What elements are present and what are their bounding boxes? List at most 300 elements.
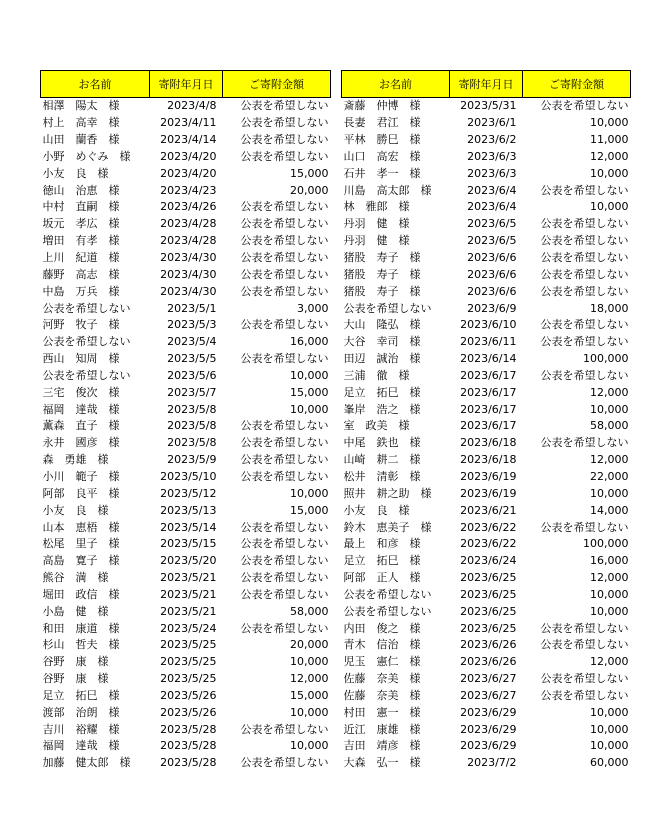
donor-name-cell: 中尾 鉄也 様	[343, 436, 421, 450]
donor-name-cell: 西山 知周 様	[42, 352, 120, 366]
donation-amount-cell: 10,000	[290, 486, 329, 500]
donation-date-cell: 2023/7/2	[467, 756, 517, 770]
donation-date-cell: 2023/6/5	[467, 217, 517, 231]
donation-amount-cell: 10,000	[590, 722, 629, 736]
table-row	[342, 637, 631, 654]
donation-amount-cell: 公表を希望しない	[540, 688, 629, 702]
table-row	[41, 266, 331, 283]
donor-name-cell: 大谷 幸司 様	[343, 335, 421, 349]
table-row	[41, 182, 331, 199]
donation-date-cell: 2023/4/30	[160, 284, 217, 298]
table-row	[342, 334, 631, 351]
donor-name-cell: 中島 万兵 様	[42, 284, 120, 298]
donor-name-cell: 丹羽 健 様	[343, 234, 410, 248]
donation-date-cell: 2023/5/26	[160, 688, 217, 702]
donation-amount-cell: 公表を希望しない	[540, 335, 629, 349]
donor-name-cell: 渡部 治朗 様	[42, 705, 120, 719]
donation-amount-cell: 15,000	[290, 688, 329, 702]
table-row	[41, 452, 331, 469]
donor-name-cell: 小友 良 様	[42, 166, 109, 180]
donation-amount-cell: 公表を希望しない	[540, 638, 629, 652]
donation-amount-cell: 10,000	[590, 705, 629, 719]
donation-date-cell: 2023/5/15	[160, 537, 217, 551]
table-row	[342, 485, 631, 502]
table-row	[342, 519, 631, 536]
donor-name-cell: 佐藤 奈美 様	[343, 688, 421, 702]
donation-date-cell: 2023/4/14	[160, 133, 217, 147]
donation-amount-cell: 14,000	[590, 503, 629, 517]
donation-amount-cell: 100,000	[583, 352, 629, 366]
donor-name-cell: 山口 高宏 様	[343, 149, 421, 163]
donation-date-cell: 2023/5/14	[160, 520, 217, 534]
donation-date-cell: 2023/6/26	[460, 655, 517, 669]
donation-amount-cell: 公表を希望しない	[540, 520, 629, 534]
table-row	[342, 536, 631, 553]
donor-name-cell: 高島 寛子 様	[42, 554, 120, 568]
donor-name-cell: 近江 康雄 様	[343, 722, 421, 736]
donor-name-cell: 小島 健 様	[42, 604, 109, 618]
donation-amount-cell: 16,000	[290, 335, 329, 349]
donation-date-cell: 2023/6/21	[460, 503, 517, 517]
donation-amount-cell: 公表を希望しない	[240, 318, 329, 332]
donor-name-cell: 猪股 寿子 様	[343, 251, 421, 265]
table-row	[41, 317, 331, 334]
donation-amount-cell: 公表を希望しない	[240, 217, 329, 231]
table-row	[342, 721, 631, 738]
table-row	[342, 250, 631, 267]
table-row	[342, 502, 631, 519]
donor-name-cell: 公表を希望しない	[42, 368, 131, 382]
donation-date-cell: 2023/4/30	[160, 251, 217, 265]
table-row	[342, 401, 631, 418]
donor-name-cell: 小友 良 様	[343, 503, 410, 517]
donation-amount-cell: 11,000	[590, 133, 629, 147]
table-row	[41, 199, 331, 216]
donor-name-cell: 福岡 達哉 様	[42, 402, 120, 416]
table-row	[41, 738, 331, 755]
donation-date-cell: 2023/4/11	[160, 116, 217, 130]
donor-name-cell: 青木 信治 様	[343, 638, 421, 652]
donation-amount-cell: 15,000	[290, 503, 329, 517]
donation-amount-cell: 公表を希望しない	[240, 284, 329, 298]
donation-date-cell: 2023/6/25	[460, 571, 517, 585]
table-row	[41, 250, 331, 267]
donor-name-cell: 児玉 憲仁 様	[343, 655, 421, 669]
donor-name-cell: 斎藤 仲博 様	[343, 99, 421, 113]
table-row	[342, 233, 631, 250]
table-row	[41, 435, 331, 452]
donor-name-cell: 鈴木 恵美子 様	[343, 520, 432, 534]
donation-date-cell: 2023/6/22	[460, 537, 517, 551]
donor-name-cell: 足立 拓巳 様	[42, 688, 120, 702]
donation-date-cell: 2023/6/2	[467, 133, 517, 147]
donation-date-cell: 2023/6/18	[460, 436, 517, 450]
table-row	[41, 233, 331, 250]
donation-date-cell: 2023/5/8	[167, 419, 217, 433]
donation-date-cell: 2023/5/25	[160, 672, 217, 686]
donation-amount-cell: 公表を希望しない	[240, 537, 329, 551]
table-row	[342, 132, 631, 149]
donation-amount-cell: 10,000	[290, 402, 329, 416]
table-row	[41, 334, 331, 351]
donation-date-cell: 2023/6/4	[467, 183, 517, 197]
donation-date-cell: 2023/5/8	[167, 402, 217, 416]
donor-name-cell: 平林 勝巳 様	[343, 133, 421, 147]
donation-amount-cell: 公表を希望しない	[540, 621, 629, 635]
donation-date-cell: 2023/5/6	[167, 368, 217, 382]
donation-amount-cell: 12,000	[590, 149, 629, 163]
donation-date-cell: 2023/6/25	[460, 604, 517, 618]
donation-amount-cell: 20,000	[290, 183, 329, 197]
donation-date-cell: 2023/6/17	[460, 419, 517, 433]
donor-name-cell: 河野 牧子 様	[42, 318, 120, 332]
donation-amount-cell: 12,000	[590, 571, 629, 585]
donor-name-cell: 公表を希望しない	[343, 604, 432, 618]
donation-amount-cell: 公表を希望しない	[240, 419, 329, 433]
table-row	[342, 182, 631, 199]
donation-amount-cell: 60,000	[590, 756, 629, 770]
donation-amount-cell: 10,000	[590, 166, 629, 180]
table-row	[41, 98, 331, 115]
table-row	[342, 755, 631, 772]
donation-date-cell: 2023/5/21	[160, 587, 217, 601]
donation-amount-cell: 公表を希望しない	[240, 149, 329, 163]
donation-amount-cell: 公表を希望しない	[240, 99, 329, 113]
donation-amount-cell: 公表を希望しない	[240, 251, 329, 265]
donation-amount-cell: 10,000	[290, 739, 329, 753]
table-row	[342, 384, 631, 401]
header-amount: ご寄附金額	[523, 71, 631, 98]
table-row	[41, 536, 331, 553]
donation-date-cell: 2023/6/27	[460, 672, 517, 686]
table-row	[41, 603, 331, 620]
donor-name-cell: 小友 良 様	[42, 503, 109, 517]
table-row	[342, 199, 631, 216]
table-row	[41, 755, 331, 772]
donation-amount-cell: 公表を希望しない	[540, 217, 629, 231]
header-name: お名前	[41, 71, 150, 98]
donor-name-cell: 中村 直嗣 様	[42, 200, 120, 214]
donation-amount-cell: 12,000	[590, 655, 629, 669]
donation-date-cell: 2023/6/11	[460, 335, 517, 349]
donation-amount-cell: 公表を希望しない	[540, 251, 629, 265]
donor-name-cell: 谷野 康 様	[42, 672, 109, 686]
donation-date-cell: 2023/5/28	[160, 722, 217, 736]
table-row	[41, 620, 331, 637]
donation-date-cell: 2023/4/28	[160, 234, 217, 248]
donation-date-cell: 2023/5/28	[160, 756, 217, 770]
table-row	[41, 637, 331, 654]
donation-date-cell: 2023/5/9	[167, 453, 217, 467]
donor-name-cell: 大山 隆弘 様	[343, 318, 421, 332]
donation-amount-cell: 10,000	[290, 705, 329, 719]
table-row	[342, 469, 631, 486]
donor-rows-right	[342, 98, 631, 772]
donor-name-cell: 林 雅郎 様	[343, 200, 410, 214]
donation-amount-cell: 公表を希望しない	[240, 453, 329, 467]
header-date: 寄附年月日	[150, 71, 223, 98]
table-row	[41, 688, 331, 705]
donation-amount-cell: 公表を希望しない	[240, 267, 329, 281]
header-row	[41, 71, 331, 98]
donation-date-cell: 2023/6/29	[460, 739, 517, 753]
donor-name-cell: 猪股 寿子 様	[343, 284, 421, 298]
table-row	[41, 502, 331, 519]
donation-date-cell: 2023/4/8	[167, 99, 217, 113]
donation-date-cell: 2023/6/27	[460, 688, 517, 702]
donor-name-cell: 加藤 健太郎 様	[42, 756, 131, 770]
donation-amount-cell: 公表を希望しない	[540, 234, 629, 248]
table-row	[41, 570, 331, 587]
table-row	[41, 368, 331, 385]
donor-name-cell: 阿部 良平 様	[42, 486, 120, 500]
donor-name-cell: 小野 めぐみ 様	[42, 149, 131, 163]
donor-name-cell: 公表を希望しない	[343, 301, 432, 315]
donation-date-cell: 2023/6/5	[467, 234, 517, 248]
table-row	[41, 485, 331, 502]
table-row	[342, 317, 631, 334]
donor-name-cell: 田辺 誠治 様	[343, 352, 421, 366]
table-row	[342, 435, 631, 452]
table-row	[342, 283, 631, 300]
donation-amount-cell: 15,000	[290, 166, 329, 180]
table-row	[41, 586, 331, 603]
donation-amount-cell: 12,000	[290, 672, 329, 686]
donation-amount-cell: 公表を希望しない	[240, 200, 329, 214]
table-row	[342, 418, 631, 435]
donor-name-cell: 公表を希望しない	[42, 335, 131, 349]
table-row	[342, 216, 631, 233]
donation-amount-cell: 20,000	[290, 638, 329, 652]
donation-date-cell: 2023/6/17	[460, 385, 517, 399]
donation-date-cell: 2023/4/20	[160, 149, 217, 163]
donor-name-cell: 永井 國彦 様	[42, 436, 120, 450]
donation-date-cell: 2023/4/28	[160, 217, 217, 231]
table-row	[41, 283, 331, 300]
table-row	[342, 98, 631, 115]
donation-amount-cell: 3,000	[297, 301, 329, 315]
donation-amount-cell: 12,000	[590, 385, 629, 399]
donation-date-cell: 2023/5/7	[167, 385, 217, 399]
donor-name-cell: 松井 清彰 様	[343, 469, 421, 483]
table-row	[41, 418, 331, 435]
donation-amount-cell: 15,000	[290, 385, 329, 399]
donation-date-cell: 2023/6/3	[467, 149, 517, 163]
table-row	[342, 603, 631, 620]
donation-date-cell: 2023/5/25	[160, 655, 217, 669]
donation-amount-cell: 10,000	[590, 739, 629, 753]
donor-name-cell: 上川 紀道 様	[42, 251, 120, 265]
donor-name-cell: 和田 康道 様	[42, 621, 120, 635]
donation-amount-cell: 22,000	[590, 469, 629, 483]
donation-date-cell: 2023/4/20	[160, 166, 217, 180]
donor-name-cell: 長妻 君江 様	[343, 116, 421, 130]
header-name: お名前	[342, 71, 450, 98]
donation-amount-cell: 10,000	[590, 486, 629, 500]
donor-name-cell: 村上 高幸 様	[42, 116, 120, 130]
donation-date-cell: 2023/5/8	[167, 436, 217, 450]
table-row	[41, 300, 331, 317]
table-row	[342, 553, 631, 570]
donation-amount-cell: 58,000	[590, 419, 629, 433]
donor-name-cell: 杉山 哲夫 様	[42, 638, 120, 652]
donation-amount-cell: 10,000	[590, 587, 629, 601]
table-row	[342, 115, 631, 132]
donation-amount-cell: 公表を希望しない	[240, 133, 329, 147]
donation-date-cell: 2023/5/4	[167, 335, 217, 349]
table-row	[41, 165, 331, 182]
donation-date-cell: 2023/5/28	[160, 739, 217, 753]
donor-name-cell: 山本 恵梧 様	[42, 520, 120, 534]
donation-amount-cell: 公表を希望しない	[540, 436, 629, 450]
donor-name-cell: 村田 憲一 様	[343, 705, 421, 719]
donor-name-cell: 相澤 陽太 様	[42, 99, 120, 113]
donor-name-cell: 室 政美 様	[343, 419, 410, 433]
table-row	[342, 149, 631, 166]
table-row	[342, 688, 631, 705]
table-row	[342, 452, 631, 469]
table-row	[41, 553, 331, 570]
donation-date-cell: 2023/6/6	[467, 284, 517, 298]
table-row	[41, 671, 331, 688]
table-row	[41, 384, 331, 401]
donor-name-cell: 吉川 裕耀 様	[42, 722, 120, 736]
donor-name-cell: 谷野 康 様	[42, 655, 109, 669]
donation-date-cell: 2023/6/29	[460, 705, 517, 719]
donation-date-cell: 2023/6/6	[467, 267, 517, 281]
donor-name-cell: 阿部 正人 様	[343, 571, 421, 585]
donation-amount-cell: 公表を希望しない	[240, 436, 329, 450]
donation-amount-cell: 10,000	[290, 368, 329, 382]
donor-name-cell: 松尾 里子 様	[42, 537, 120, 551]
donor-name-cell: 増田 有孝 様	[42, 234, 120, 248]
donation-amount-cell: 10,000	[590, 402, 629, 416]
donation-amount-cell: 16,000	[590, 554, 629, 568]
donation-date-cell: 2023/5/10	[160, 469, 217, 483]
donation-date-cell: 2023/4/26	[160, 200, 217, 214]
donor-name-cell: 石井 孝一 様	[343, 166, 421, 180]
donation-amount-cell: 公表を希望しない	[240, 554, 329, 568]
donation-amount-cell: 100,000	[583, 537, 629, 551]
donation-amount-cell: 10,000	[290, 655, 329, 669]
table-row	[41, 149, 331, 166]
donor-name-cell: 公表を希望しない	[343, 587, 432, 601]
donor-name-cell: 丹羽 健 様	[343, 217, 410, 231]
donor-name-cell: 坂元 孝広 様	[42, 217, 120, 231]
donation-date-cell: 2023/5/1	[167, 301, 217, 315]
donor-name-cell: 藤野 高志 様	[42, 267, 120, 281]
donation-date-cell: 2023/6/18	[460, 453, 517, 467]
donor-name-cell: 佐藤 奈美 様	[343, 672, 421, 686]
donor-name-cell: 内田 俊之 様	[343, 621, 421, 635]
donation-date-cell: 2023/6/4	[467, 200, 517, 214]
donation-amount-cell: 公表を希望しない	[240, 469, 329, 483]
table-row	[342, 300, 631, 317]
donor-name-cell: 大森 弘一 様	[343, 756, 421, 770]
table-row	[342, 671, 631, 688]
table-row	[41, 216, 331, 233]
donation-amount-cell: 10,000	[590, 116, 629, 130]
header-row	[342, 71, 631, 98]
donation-date-cell: 2023/5/12	[160, 486, 217, 500]
donation-date-cell: 2023/6/25	[460, 587, 517, 601]
donor-name-cell: 峯岸 浩之 様	[343, 402, 421, 416]
donation-date-cell: 2023/6/22	[460, 520, 517, 534]
donor-name-cell: 川島 高太郎 様	[343, 183, 432, 197]
donation-date-cell: 2023/5/25	[160, 638, 217, 652]
table-row	[41, 654, 331, 671]
donor-name-cell: 森 勇雄 様	[42, 453, 109, 467]
donor-name-cell: 最上 和彦 様	[343, 537, 421, 551]
donation-amount-cell: 公表を希望しない	[540, 318, 629, 332]
table-row	[342, 570, 631, 587]
donation-date-cell: 2023/6/26	[460, 638, 517, 652]
table-row	[41, 721, 331, 738]
donation-date-cell: 2023/6/6	[467, 251, 517, 265]
donation-amount-cell: 公表を希望しない	[240, 621, 329, 635]
donation-date-cell: 2023/6/9	[467, 301, 517, 315]
donation-date-cell: 2023/6/19	[460, 469, 517, 483]
table-row	[342, 165, 631, 182]
donation-amount-cell: 10,000	[590, 604, 629, 618]
donation-amount-cell: 公表を希望しない	[240, 756, 329, 770]
donation-date-cell: 2023/5/24	[160, 621, 217, 635]
donor-name-cell: 三浦 徹 様	[343, 368, 410, 382]
table-row	[342, 620, 631, 637]
table-row	[41, 469, 331, 486]
donor-name-cell: 吉田 靖彦 様	[343, 739, 421, 753]
header-amount: ご寄附金額	[223, 71, 331, 98]
table-row	[342, 368, 631, 385]
donor-table-left	[40, 70, 331, 772]
donation-date-cell: 2023/5/3	[167, 318, 217, 332]
donor-name-cell: 山崎 耕二 様	[343, 453, 421, 467]
donor-name-cell: 堀田 政信 様	[42, 587, 120, 601]
donor-name-cell: 猪股 寿子 様	[343, 267, 421, 281]
donor-name-cell: 足立 拓巳 様	[343, 554, 421, 568]
table-row	[41, 519, 331, 536]
donation-date-cell: 2023/6/3	[467, 166, 517, 180]
donation-date-cell: 2023/6/17	[460, 402, 517, 416]
table-row	[342, 738, 631, 755]
table-row	[342, 351, 631, 368]
donation-amount-cell: 公表を希望しない	[240, 234, 329, 248]
donor-name-cell: 熊谷 満 様	[42, 571, 109, 585]
donor-name-cell: 薫森 直子 様	[42, 419, 120, 433]
donor-name-cell: 公表を希望しない	[42, 301, 131, 315]
donation-amount-cell: 12,000	[590, 453, 629, 467]
table-row	[41, 704, 331, 721]
donation-amount-cell: 公表を希望しない	[240, 571, 329, 585]
donor-name-cell: 照井 耕之助 様	[343, 486, 432, 500]
donation-amount-cell: 公表を希望しない	[540, 368, 629, 382]
donation-date-cell: 2023/6/19	[460, 486, 517, 500]
donation-amount-cell: 公表を希望しない	[240, 722, 329, 736]
donation-amount-cell: 公表を希望しない	[240, 116, 329, 130]
donation-amount-cell: 18,000	[590, 301, 629, 315]
table-row	[342, 704, 631, 721]
donation-date-cell: 2023/6/29	[460, 722, 517, 736]
donor-rows-left	[41, 98, 331, 772]
table-row	[342, 586, 631, 603]
donation-amount-cell: 公表を希望しない	[540, 672, 629, 686]
table-row	[41, 132, 331, 149]
donation-date-cell: 2023/6/25	[460, 621, 517, 635]
donation-date-cell: 2023/6/17	[460, 368, 517, 382]
donation-amount-cell: 公表を希望しない	[240, 587, 329, 601]
table-row	[41, 351, 331, 368]
donation-amount-cell: 10,000	[590, 200, 629, 214]
